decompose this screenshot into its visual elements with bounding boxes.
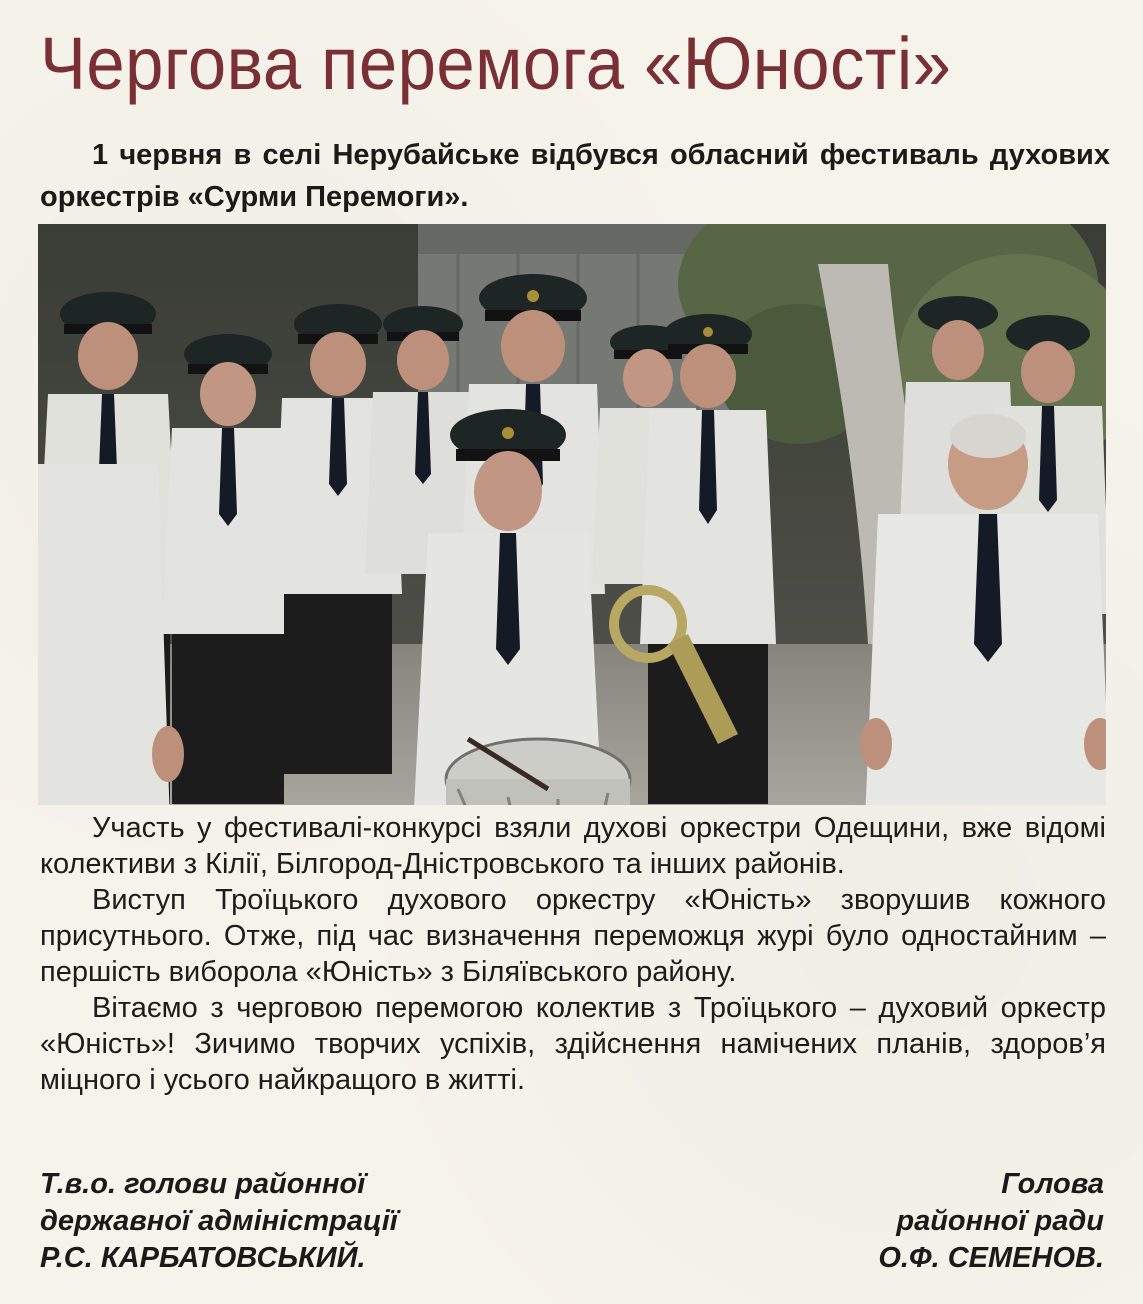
article-photo: [38, 224, 1106, 805]
article-headline: Чергова перемога «Юності»: [40, 22, 952, 105]
signature-right-name: О.Ф. СЕМЕНОВ.: [878, 1242, 1104, 1274]
signature-right: [700, 1166, 1104, 1277]
article-body: [40, 810, 1106, 1098]
signature-left-name: Р.С. КАРБАТОВСЬКИЙ.: [40, 1242, 366, 1274]
article-paragraph: Виступ Троїцького духового оркестру «Юність» зворушив кожного присутнього. Отже, під час визначення переможця журі було одностайним – першість виборола «Юність» з Біляївського району.: [40, 884, 1106, 988]
brass-band-photo-illustration: [38, 224, 1106, 805]
article-paragraph: Участь у фестивалі-конкурсі взяли духові оркестри Одещини, вже відомі колективи з Кілії, Білгород-Дністровського та інших районів.: [40, 812, 1106, 880]
signature-right-title-2: районної ради: [896, 1205, 1104, 1237]
signature-left-title-2: державної адміністрації: [40, 1205, 398, 1237]
article-paragraph: Вітаємо з черговою перемогою колектив з Троїцького – духовий оркестр «Юність»! Зичимо творчих успіхів, здійснення намічених планів, здоров’я міцного і усього найкращого в житті.: [40, 992, 1106, 1096]
signature-right-title-1: Голова: [1001, 1168, 1104, 1200]
signature-left-title-1: Т.в.о. голови районної: [40, 1168, 366, 1200]
article-lead: 1 червня в селі Нерубайське відбувся обласний фестиваль духових оркестрів «Сурми Перемоги».: [40, 139, 1110, 213]
signature-left: [40, 1166, 560, 1277]
